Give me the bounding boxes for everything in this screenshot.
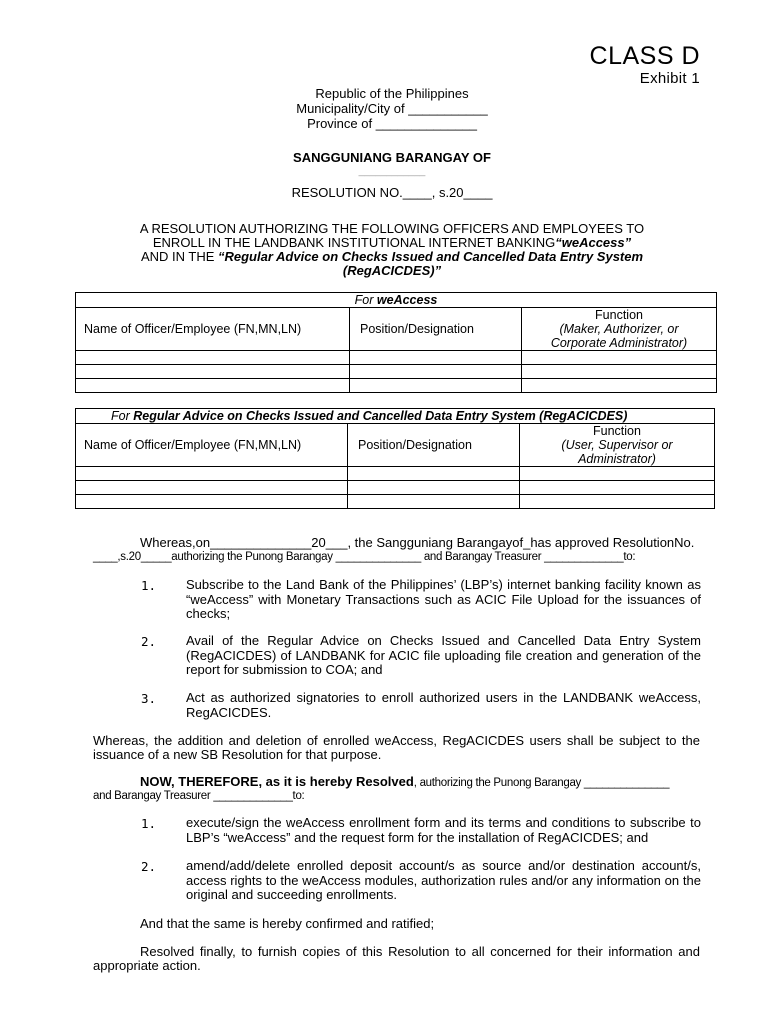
regacicdes-table [75,408,715,509]
table-row [76,351,717,365]
table-row [76,379,717,393]
weaccess-table-caption: For weAccess [76,293,717,308]
table-row [76,365,717,379]
table-row [76,481,715,495]
council-name: SANGGUNIANG BARANGAY OF [293,150,491,165]
column-header-function: Function (Maker, Authorizer, or Corporate Administrator) [522,308,717,351]
title-line-4: (RegACICDES)” [342,263,442,278]
regacicdes-table-caption: For Regular Advice on Checks Issued and Cancelled Data Entry System (RegACICDES) [76,409,715,424]
column-header-name: Name of Officer/Employee (FN,MN,LN) [76,308,350,351]
title-regacicdes-name: “Regular Advice on Checks Issued and Cancelled Data Entry System [218,249,644,264]
title-line-3-plain: AND IN THE [140,249,218,264]
whereas-clause-line-1: Whereas,on______________20___, the Sangguniang Barangayof_has approved ResolutionNo. [140,535,695,550]
column-header-name: Name of Officer/Employee (FN,MN,LN) [76,424,348,467]
exhibit-label: Exhibit 1 [639,70,700,87]
table-row [76,467,715,481]
column-header-function: Function (User, Supervisor or Administrator) [520,424,715,467]
title-line-1: A RESOLUTION AUTHORIZING THE FOLLOWING OFFICERS AND EMPLOYEES TO [139,221,645,236]
resolution-document: CLASS D Exhibit 1 Republic of the Philippines Municipality/City of ___________ Province of ______________ SANGGUNIANG BARANGAY OF ____________ RESOLUTION NO.____, s.20____ A RESOLUTION AUTHORIZING THE FOLLOWING OFFICERS AND EMPLOYEES TO ENROLL IN THE LANDBANK INSTITUTIONAL INTERNET BANKING“weAccess” AND IN THE “Regular Advice on Checks Issued and Cancelled Data Entry System (RegACICDES)” For weAccess Name of Officer/Employee (FN,MN,LN) Position/Designation Function (Maker, Authorizer, or Corporate Administrator) For Regular Advice on Checks Issued and Cancelled Data Entry System (RegACICDES) Name of Officer/Employee (FN,MN,LN) Position/Designation Function (User, Supervisor or Administrator) Whereas,on______________20___, the Sangguniang Barangayof_has approved ResolutionNo. ____,s.20_____authorizing the Punong Barangay ______________ and Barangay Treasurer _____________to: 1. Subscribe to the Land Bank of the Philippines’ (LBP’s) internet banking facility known as “weAccess” with Monetary Transactions such as ACIC File Upload for the issuances of checks; 2. Avail of the Regular Advice on Checks Issued and Cancelled Data Entry System (RegACICDES) of LANDBANK for ACIC file uploading file creation and generation of the report for submission to COA; and 3. Act as authorized signatories to enroll authorized users in the LANDBANK weAccess, RegACICDES. Whereas, the addition and deletion of enrolled weAccess, RegACICDES users shall be subject to the issuance of a new SB Resolution for that purpose. NOW, THEREFORE, as it is hereby Resolved, authorizing the Punong Barangay ______________ and Barangay Treasurer _____________to: 1. execute/sign the weAccess enrollment form and its terms and conditions to subscribe to LBP’s “weAccess” and the request form for the installation of RegACICDES; and 2. amend/add/delete enrolled deposit account/s as source and/or destination account/s, access rights to the weAccess modules, authorization rules and/or any information on the original and succeeding enrollments. And that the same is hereby confirmed and ratified; Resolved finally, to furnish copies of this Resolution to all concerned for their information and appropriate action. [0,0,768,1024]
municipality-line: Municipality/City of ___________ [296,101,488,116]
column-header-position: Position/Designation [348,424,520,467]
resolved-clause-line-2: and Barangay Treasurer _____________to: [93,790,305,802]
title-line-3 [0,249,768,264]
final-resolution-clause: Resolved finally, to furnish copies of this Resolution to all concerned for their information and appropriate action. [93,944,700,973]
resolution-number: RESOLUTION NO.____, s.20____ [291,185,493,200]
province-line: Province of ______________ [307,116,477,131]
weaccess-table [75,292,717,393]
table-row [76,495,715,509]
whereas-clause-line-2: ____,s.20_____authorizing the Punong Barangay ______________ and Barangay Treasurer _____________to: [93,551,636,563]
republic-line: Republic of the Philippines [315,86,469,101]
title-weaccess: “weAccess” [555,235,632,250]
whereas-clause-2: Whereas, the addition and deletion of enrolled weAccess, RegACICDES users shall be subject to the issuance of a new SB Resolution for that purpose. [93,733,700,762]
title-line-2-plain: ENROLL IN THE LANDBANK INSTITUTIONAL INTERNET BANKING [152,235,556,250]
council-blank-line: ____________ [358,166,426,177]
resolved-clause-line-1: NOW, THEREFORE, as it is hereby Resolved, authorizing the Punong Barangay ______________ [140,774,670,789]
title-line-2 [0,235,768,250]
class-label: CLASS D [589,42,700,70]
class-exhibit-label [590,42,700,88]
confirmation-clause: And that the same is hereby confirmed and ratified; [140,916,435,931]
column-header-position: Position/Designation [350,308,522,351]
